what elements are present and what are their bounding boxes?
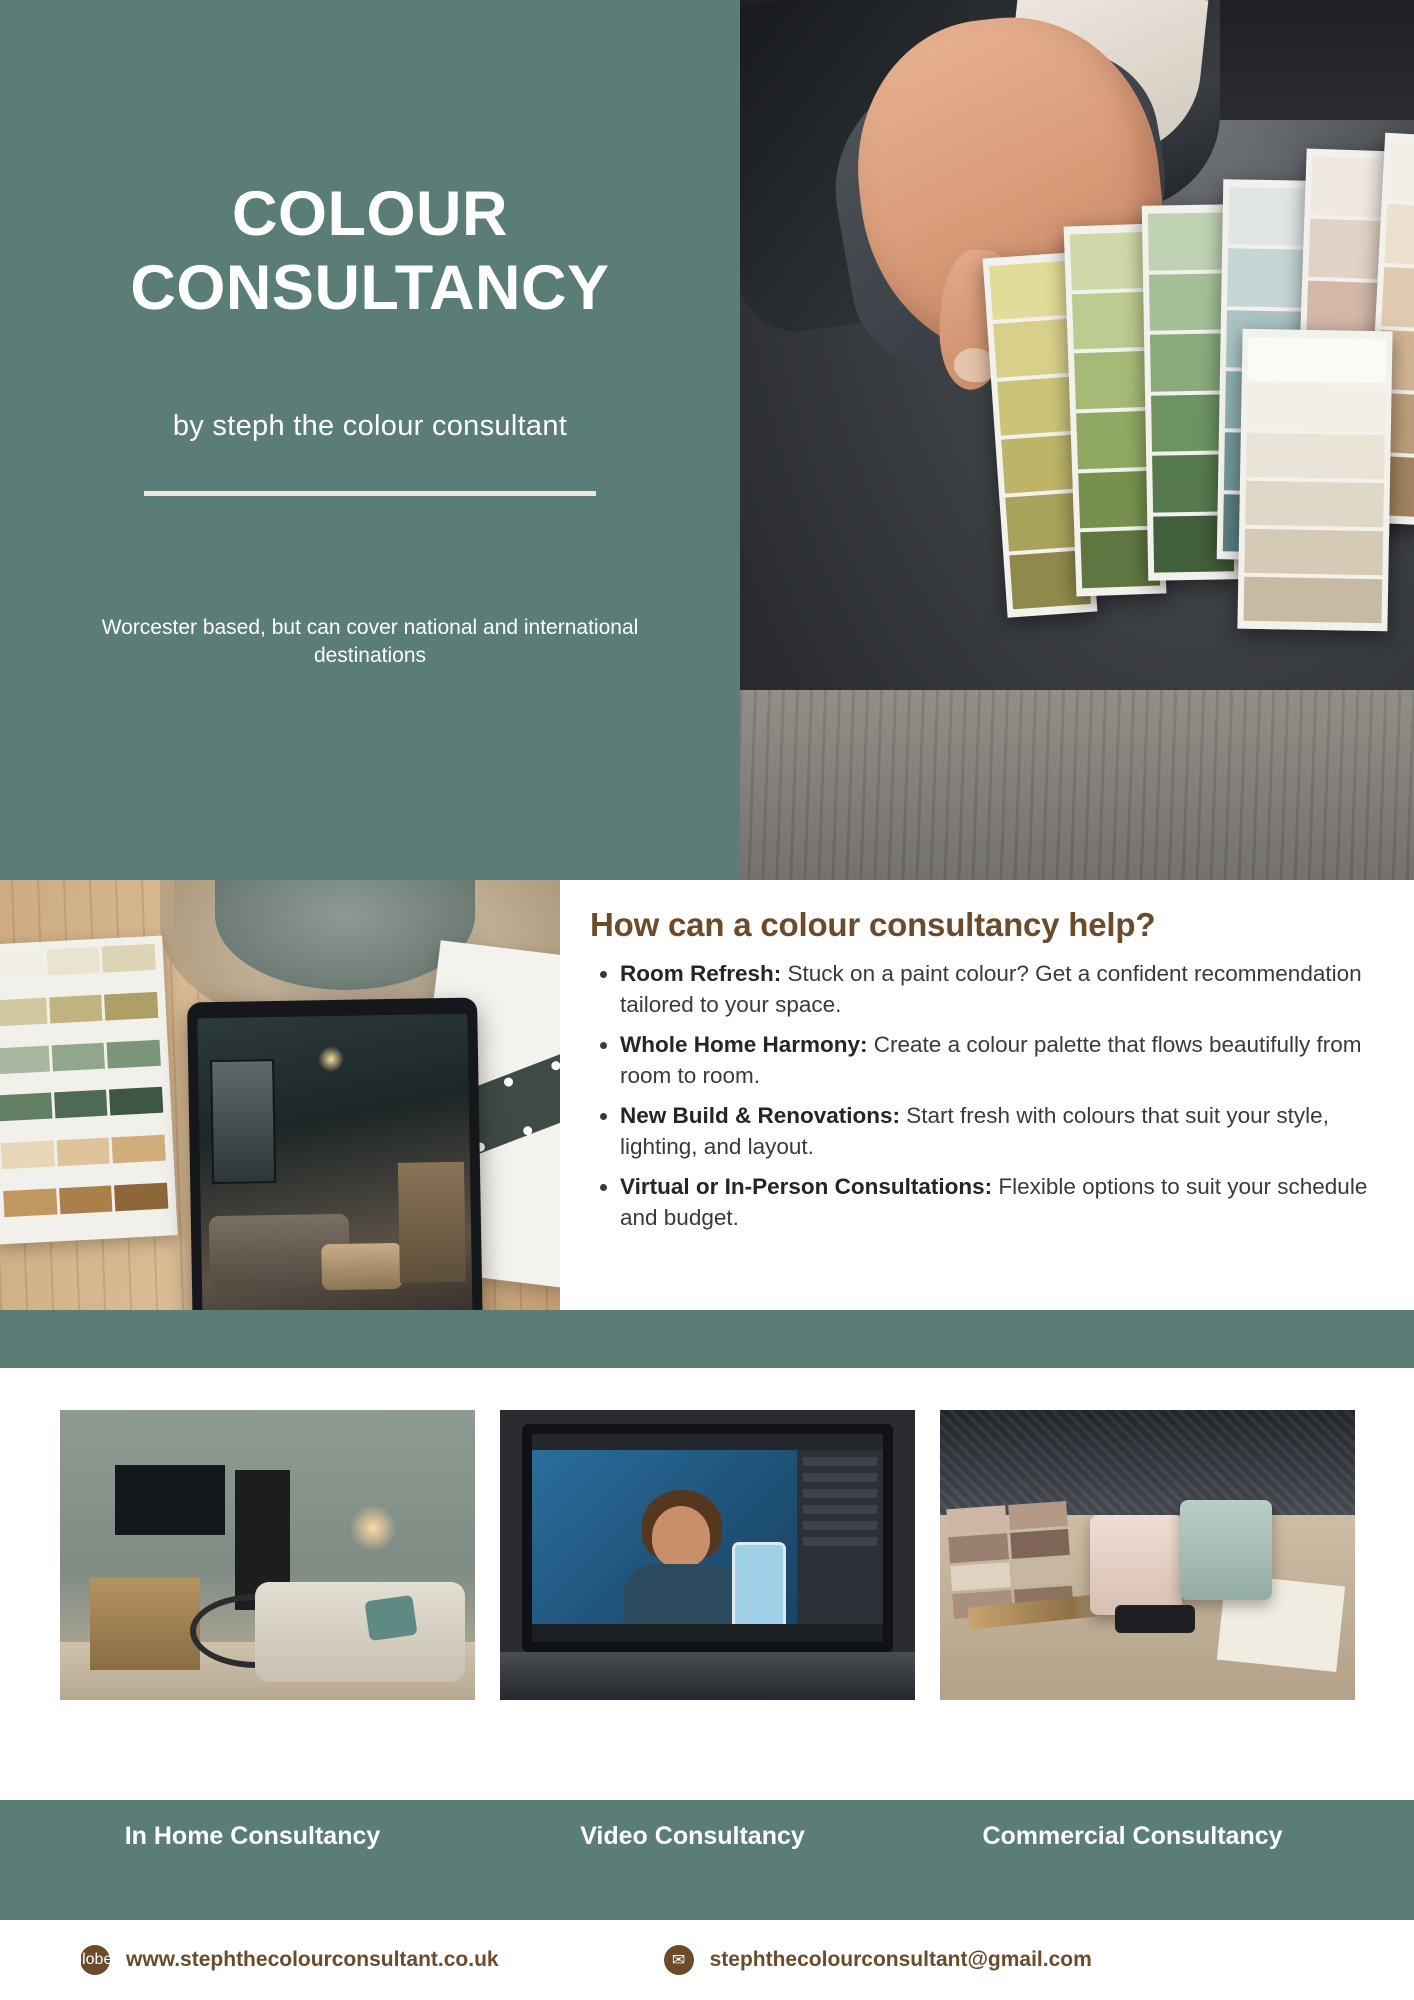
benefits-heading: How can a colour consultancy help? <box>590 906 1156 943</box>
benefit-title: Whole Home Harmony: <box>620 1032 868 1058</box>
benefit-title: Room Refresh: <box>620 961 782 986</box>
benefits-section <box>0 880 1414 1310</box>
services-label-row <box>0 1800 1414 1920</box>
benefits-text-block <box>560 880 1414 1310</box>
benefit-item <box>620 1100 1376 1162</box>
tablet-device <box>187 997 483 1310</box>
divider-rule <box>144 491 596 496</box>
services-photo-row <box>0 1410 1414 1800</box>
hero-subtitle: by steph the colour consultant <box>172 409 568 442</box>
service-photo-video <box>500 1410 915 1700</box>
fan-deck-leaf <box>1237 329 1392 632</box>
benefit-item <box>620 1029 1376 1091</box>
benefit-text: Stuck on a paint colour? Get a confident recommendation tailored to your space. <box>620 961 1362 1018</box>
benefits-list <box>590 958 1376 1233</box>
footer-email[interactable] <box>664 1945 1092 1975</box>
service-photo-commercial <box>940 1410 1355 1700</box>
benefit-title: New Build & Renovations: <box>620 1103 901 1129</box>
spacer <box>0 1368 1414 1410</box>
benefit-text: Create a colour palette that flows beautifully from room to room. <box>620 1032 1362 1089</box>
benefit-text: Flexible options to suit your schedule and budget. <box>620 1174 1368 1231</box>
hero-location-note: Worcester based, but can cover national and international destinations <box>101 615 639 667</box>
hero-section <box>0 0 1414 880</box>
page-title: COLOUR CONSULTANCY <box>130 179 610 323</box>
service-label-commercial: Commercial Consultancy <box>982 1822 1283 1850</box>
globe-icon: globe; <box>80 1945 110 1975</box>
website-url[interactable]: www.stephthecolourconsultant.co.uk <box>126 1948 499 1971</box>
hero-photo <box>740 0 1414 880</box>
email-address[interactable]: stephthecolourconsultant@gmail.com <box>709 1948 1092 1971</box>
benefit-item <box>620 958 1376 1020</box>
footer-website[interactable] <box>73 1945 499 1975</box>
hero-text-block <box>0 0 740 880</box>
benefit-title: Virtual or In-Person Consultations: <box>620 1174 993 1200</box>
service-label-in-home: In Home Consultancy <box>124 1822 381 1850</box>
envelope-icon: ✉ <box>664 1945 694 1975</box>
contact-footer <box>0 1920 1414 2000</box>
section-divider-bar <box>0 1310 1414 1368</box>
benefit-item <box>620 1171 1376 1233</box>
benefit-text: Start fresh with colours that suit your style, lighting, and layout. <box>620 1103 1329 1160</box>
benefits-photo <box>0 880 560 1310</box>
service-photo-in-home <box>60 1410 475 1700</box>
service-label-video: Video Consultancy <box>580 1822 805 1850</box>
